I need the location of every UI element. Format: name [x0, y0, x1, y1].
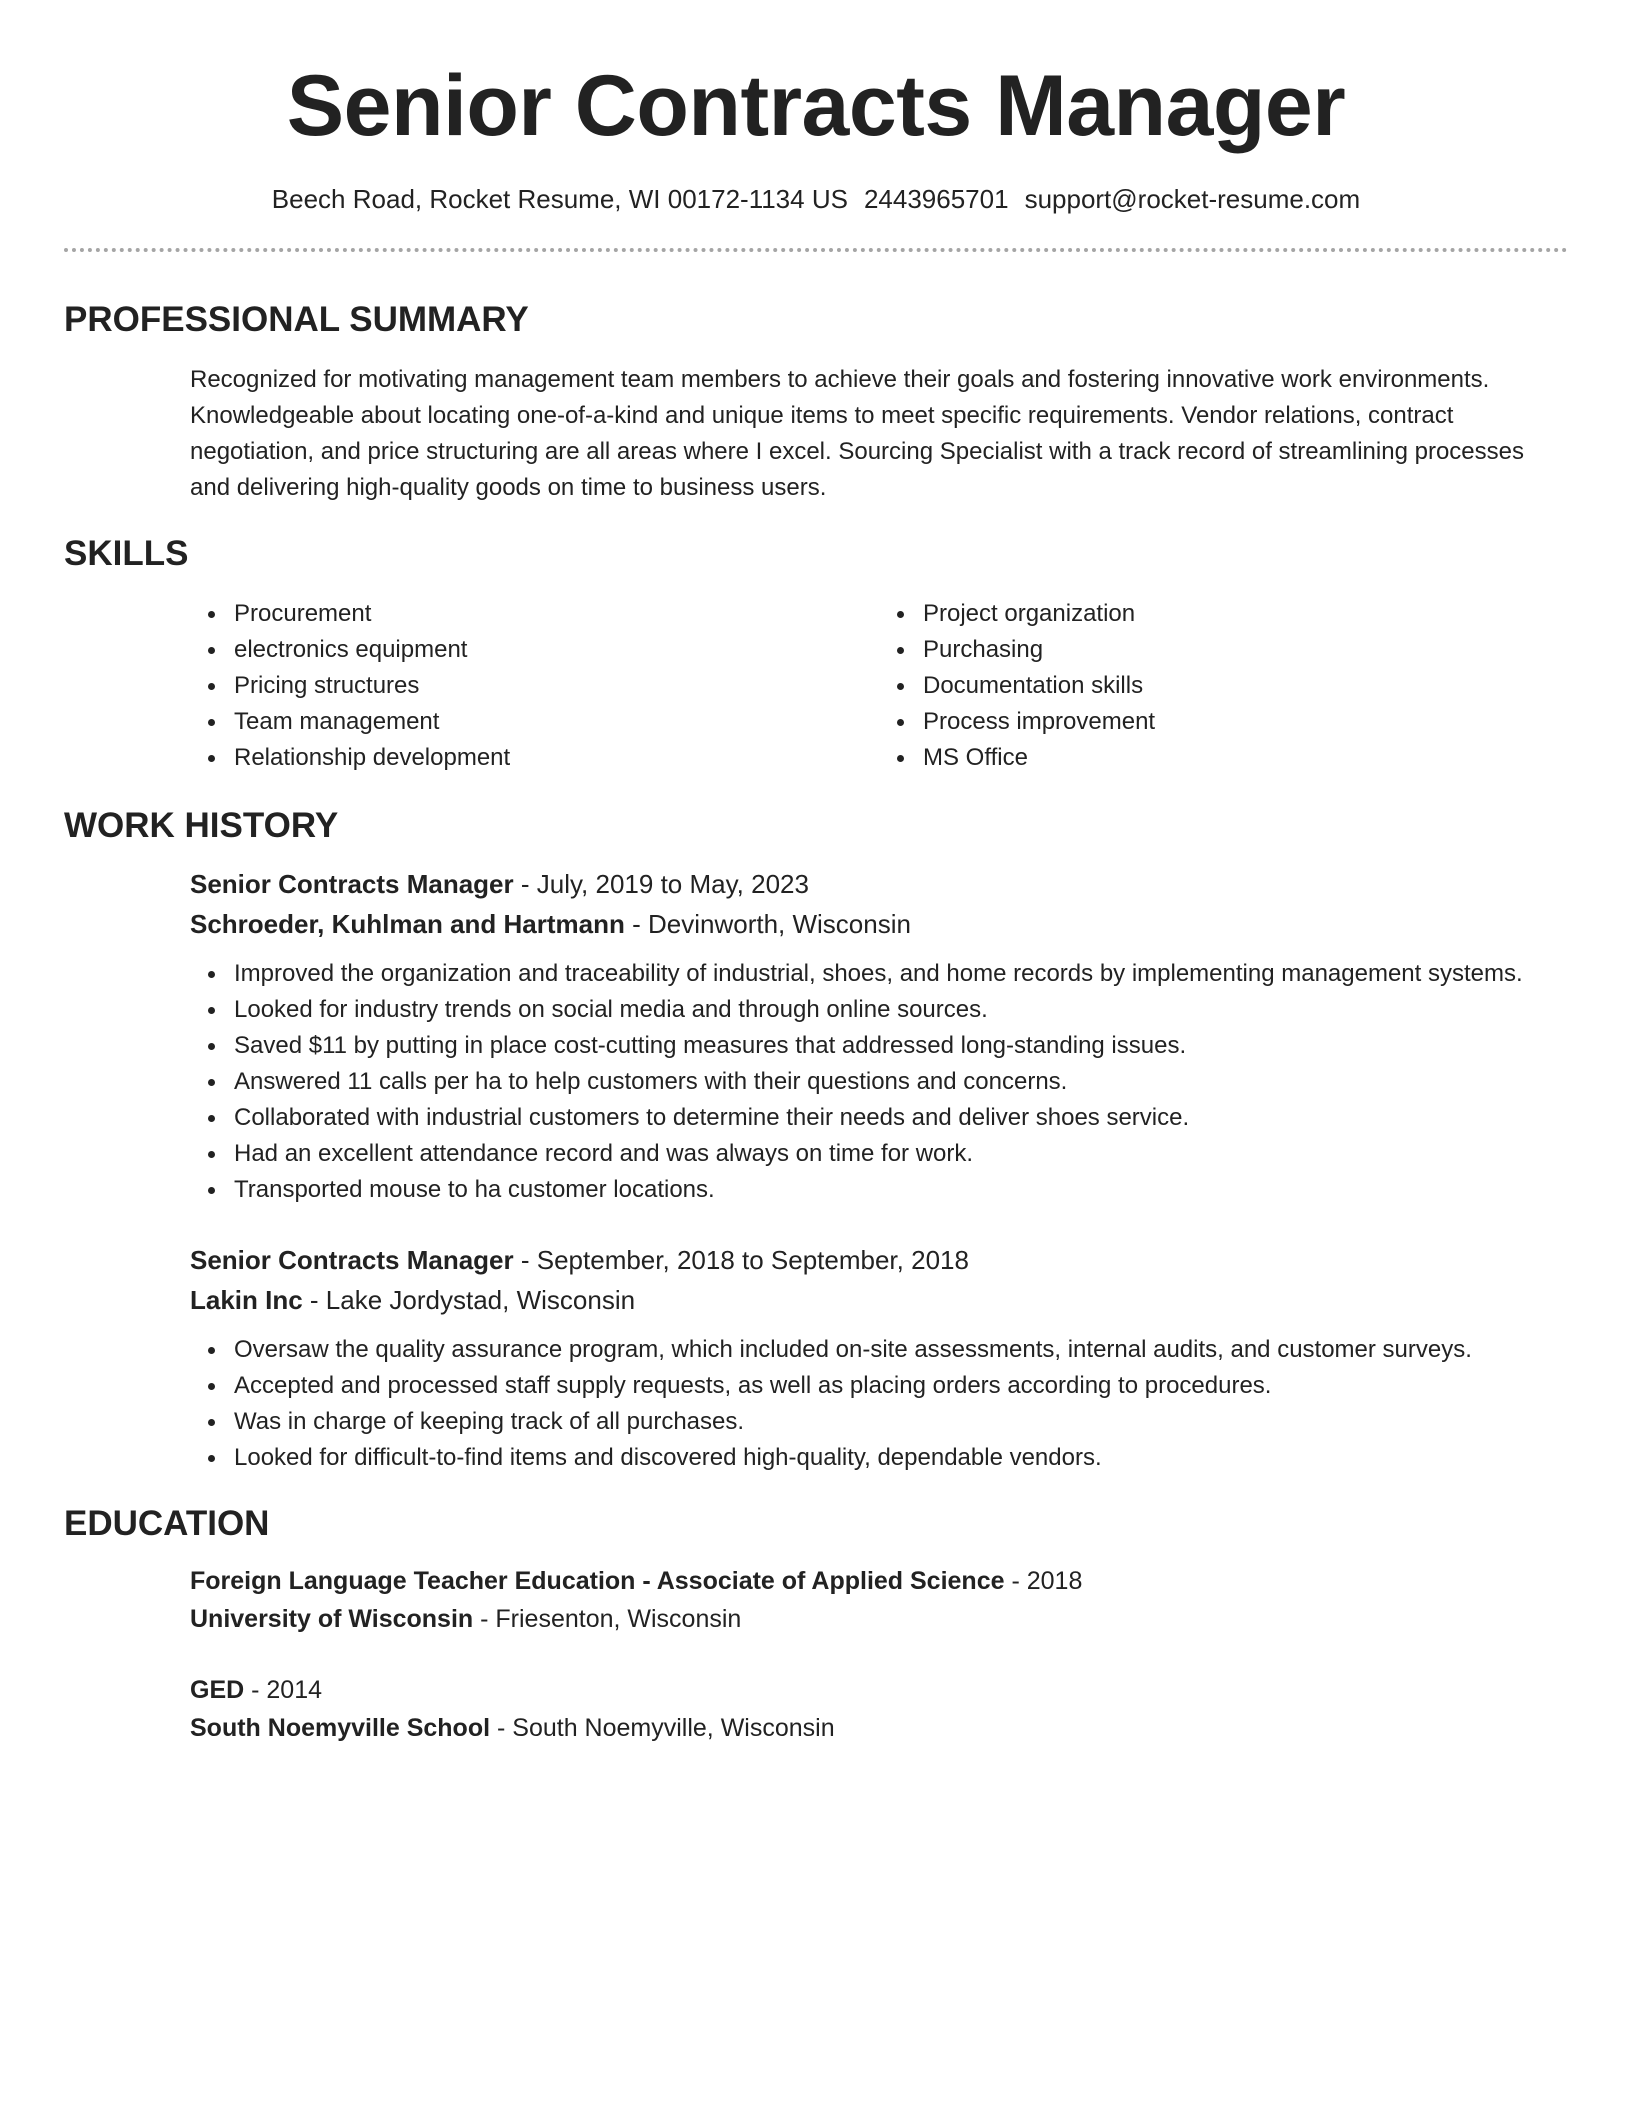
job-role-line	[190, 1240, 1568, 1280]
job-entry	[190, 864, 1568, 1208]
summary-heading: PROFESSIONAL SUMMARY	[64, 300, 529, 339]
job-location: - Lake Jordystad, Wisconsin	[302, 1285, 636, 1315]
job-bullet: Answered 11 calls per ha to help customers with their questions and concerns.	[234, 1064, 1614, 1100]
contact-phone: 2443965701	[863, 184, 1009, 214]
job-company: Lakin Inc	[190, 1285, 303, 1315]
contact-address: Beech Road, Rocket Resume, WI 00172-1134 US	[271, 184, 848, 214]
education-degree-line	[190, 1562, 1568, 1600]
education-degree: Foreign Language Teacher Education - Associate of Applied Science	[190, 1567, 1005, 1595]
work-history-heading: WORK HISTORY	[64, 806, 339, 845]
skill-item: MS Office	[923, 740, 1568, 776]
job-bullet: Saved $11 by putting in place cost-cutting measures that addressed long-standing issues.	[234, 1028, 1614, 1064]
job-company-line	[190, 904, 1568, 944]
job-bullet: Oversaw the quality assurance program, which included on-site assessments, internal audits, and customer surveys.	[234, 1332, 1614, 1368]
skill-item: Documentation skills	[923, 668, 1568, 704]
summary-text: Recognized for motivating management team members to achieve their goals and fostering innovative work environments. Knowledgeable about locating one-of-a-kind and unique items to meet specific requirements. Vendor relations, contract negotiation, and price structuring are all areas where I excel. Sourcing Specialist with a track record of streamlining processes and delivering high-quality goods on time to business users.	[190, 366, 1524, 501]
education-year: - 2018	[1004, 1567, 1083, 1595]
job-role-line	[190, 864, 1568, 904]
job-bullet: Collaborated with industrial customers to determine their needs and deliver shoes service.	[234, 1100, 1614, 1136]
skills-heading: SKILLS	[64, 534, 189, 573]
header-divider	[64, 248, 1568, 252]
job-role: Senior Contracts Manager	[190, 1245, 514, 1275]
job-bullet: Looked for difficult-to-find items and discovered high-quality, dependable vendors.	[234, 1440, 1614, 1476]
job-bullet: Was in charge of keeping track of all purchases.	[234, 1404, 1614, 1440]
job-company-line	[190, 1280, 1568, 1320]
contact-email: support@rocket-resume.com	[1024, 184, 1361, 214]
job-dates: - September, 2018 to September, 2018	[513, 1245, 969, 1275]
contact-line	[64, 182, 1568, 216]
job-bullet: Improved the organization and traceability of industrial, shoes, and home records by implementing management systems.	[234, 956, 1614, 992]
skill-item: Team management	[234, 704, 879, 740]
skill-item: Relationship development	[234, 740, 879, 776]
education-year: - 2014	[244, 1676, 323, 1704]
skills-column-right	[879, 596, 1568, 776]
education-location: - Friesenton, Wisconsin	[473, 1605, 742, 1633]
education-entry	[190, 1562, 1568, 1638]
education-location: - South Noemyville, Wisconsin	[490, 1714, 835, 1742]
job-entry	[190, 1240, 1568, 1476]
job-company: Schroeder, Kuhlman and Hartmann	[190, 909, 625, 939]
job-bullet: Had an excellent attendance record and was always on time for work.	[234, 1136, 1614, 1172]
education-degree: GED	[190, 1676, 245, 1704]
job-dates: - July, 2019 to May, 2023	[513, 869, 809, 899]
skill-item: Project organization	[923, 596, 1568, 632]
skill-item: electronics equipment	[234, 632, 879, 668]
education-school: South Noemyville School	[190, 1714, 491, 1742]
education-heading: EDUCATION	[64, 1504, 270, 1543]
job-bullets	[190, 956, 1614, 1208]
skills-column-left	[190, 596, 879, 776]
job-bullet: Transported mouse to ha customer locations.	[234, 1172, 1614, 1208]
job-location: - Devinworth, Wisconsin	[624, 909, 911, 939]
job-bullet: Accepted and processed staff supply requests, as well as placing orders according to procedures.	[234, 1368, 1614, 1404]
job-bullets	[190, 1332, 1614, 1476]
job-role: Senior Contracts Manager	[190, 869, 514, 899]
skill-item: Pricing structures	[234, 668, 879, 704]
education-school: University of Wisconsin	[190, 1605, 474, 1633]
skill-item: Procurement	[234, 596, 879, 632]
skills-list	[190, 596, 1568, 776]
education-school-line	[190, 1600, 1568, 1638]
resume-title: Senior Contracts Manager	[286, 58, 1346, 154]
resume-page	[64, 0, 1568, 1747]
skill-item: Purchasing	[923, 632, 1568, 668]
job-bullet: Looked for industry trends on social media and through online sources.	[234, 992, 1614, 1028]
skill-item: Process improvement	[923, 704, 1568, 740]
education-entry	[190, 1671, 1568, 1747]
education-school-line	[190, 1709, 1568, 1747]
education-degree-line	[190, 1671, 1568, 1709]
